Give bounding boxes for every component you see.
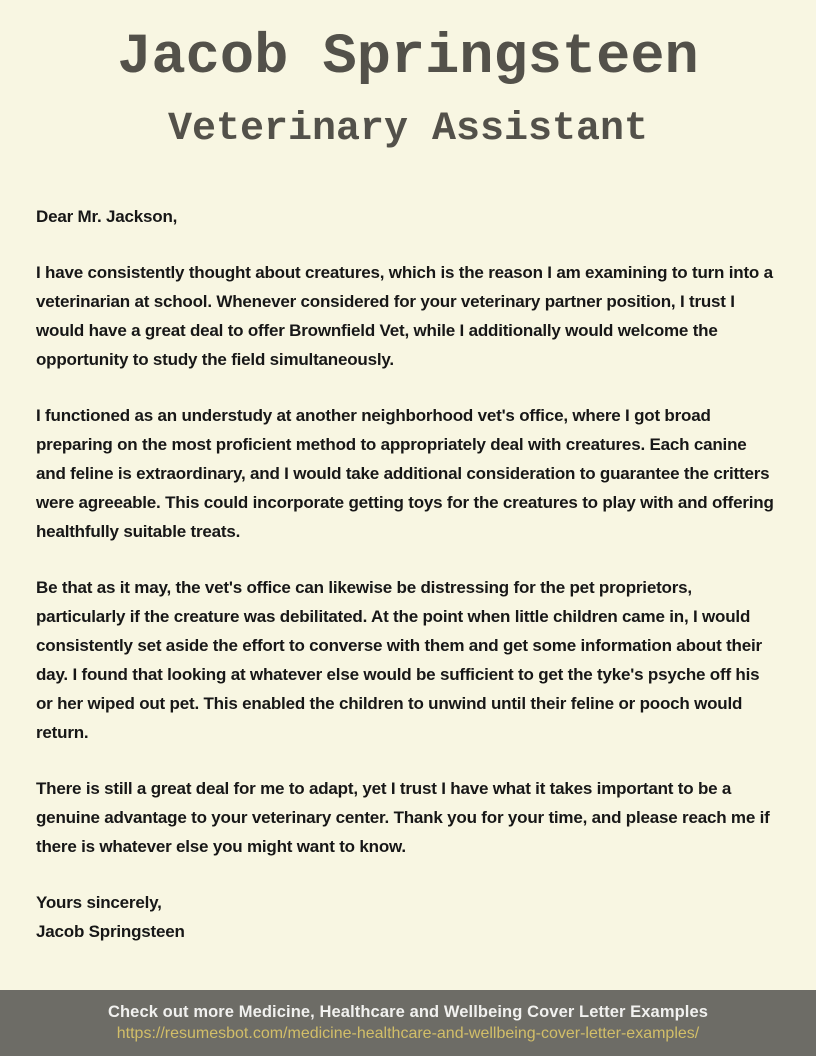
footer-link[interactable]: https://resumesbot.com/medicine-healthcare-and-wellbeing-cover-letter-examples/ [116,1025,700,1042]
letter-header [0,0,816,152]
letter-paragraph-4: There is still a great deal for me to adapt, yet I trust I have what it takes important to be a genuine advantage to your veterinary center. Thank you for your time, and please reach me if there is whatever else you might want to know. [36,778,770,856]
letter-body [0,202,816,946]
letter-paragraph-3: Be that as it may, the vet's office can likewise be distressing for the pet proprietors, particularly if the creature was debilitated. At the point when little children came in, I would consistently set aside the effort to converse with them and get some information about their day. I found that looking at whatever else would be sufficient to get the tyke's psyche off his or her wiped out pet. This enabled the children to unwind until their feline or pooch would return. [36,577,762,742]
letter-paragraph-2: I functioned as an understudy at another neighborhood vet's office, where I got broad preparing on the most proficient method to appropriately deal with creatures. Each canine and feline is extraordinary, and I would take additional consideration to guarantee the critters were agreeable. This could incorporate getting toys for the creatures to play with and offering healthfully suitable treats. [36,405,774,541]
greeting: Dear Mr. Jackson, [36,206,178,226]
signature-name: Jacob Springsteen [36,921,185,941]
closing: Yours sincerely, [36,892,162,912]
footer-banner [0,990,816,1056]
job-title: Veterinary Assistant [167,106,649,152]
footer-promo-text: Check out more Medicine, Healthcare and Wellbeing Cover Letter Examples [107,1003,709,1021]
letter-paragraph-1: I have consistently thought about creatures, which is the reason I am examining to turn into a veterinarian at school. Whenever considered for your veterinary partner position, I trust I would have a great deal to offer Brownfield Vet, while I additionally would welcome the opportunity to study the field simultaneously. [36,262,773,369]
applicant-name: Jacob Springsteen [117,26,699,90]
